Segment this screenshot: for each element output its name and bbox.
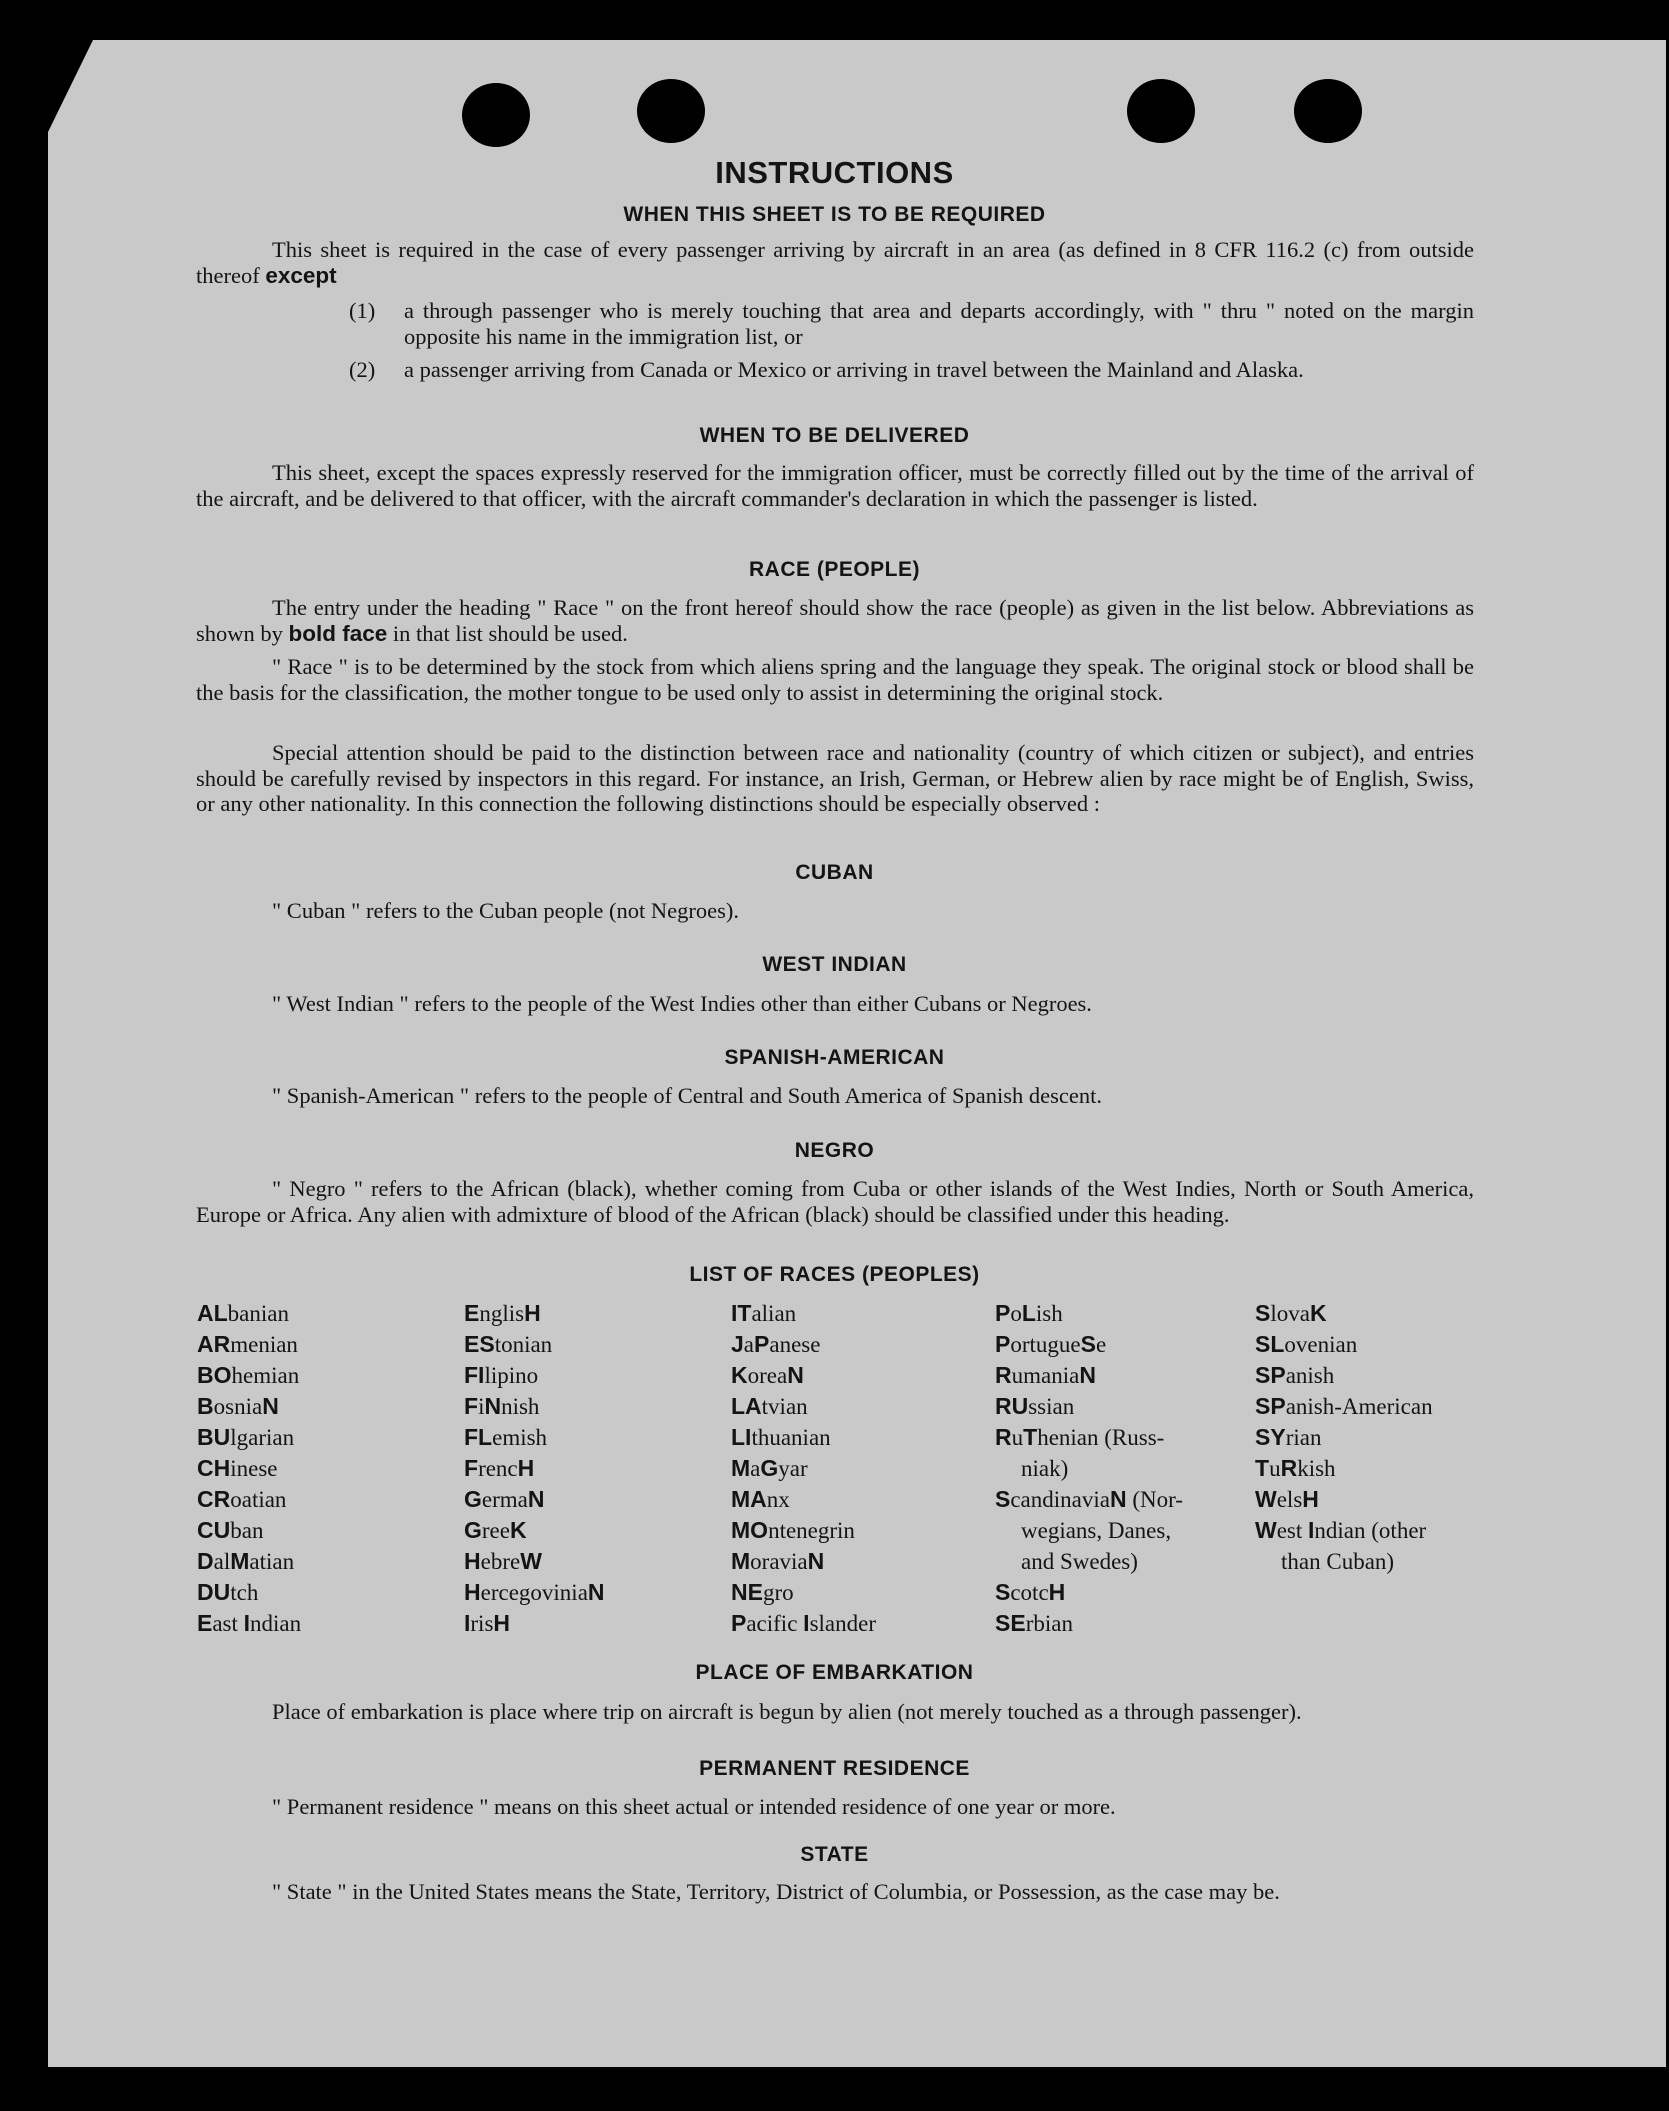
race-entry: [1255, 1453, 1336, 1484]
race-text: ish: [1035, 1301, 1063, 1326]
race-abbrev: R: [1280, 1455, 1298, 1481]
race-text: banian: [227, 1301, 289, 1326]
race-text: ovenian: [1284, 1332, 1358, 1357]
heading-embarkation: PLACE OF EMBARKATION: [695, 1661, 974, 1684]
race-abbrev: K: [509, 1517, 527, 1543]
race-abbrev: T: [1255, 1455, 1270, 1481]
race-entry: [731, 1608, 876, 1639]
item-text: a passenger arriving from Canada or Mexico or arriving in travel between the Mainland and Alaska.: [404, 357, 1304, 382]
race-entry: [197, 1391, 279, 1422]
heading-list-of-races: LIST OF RACES (PEOPLES): [689, 1263, 980, 1286]
race-abbrev: N: [587, 1579, 605, 1605]
race-text: i: [478, 1394, 485, 1419]
race-abbrev: SE: [995, 1610, 1026, 1636]
race-abbrev: G: [760, 1455, 779, 1481]
race-p1-bold: bold face: [288, 620, 388, 646]
race-abbrev: I: [243, 1610, 251, 1636]
race-text: alian: [751, 1301, 797, 1326]
race-entry: [995, 1577, 1065, 1608]
race-abbrev: M: [731, 1455, 751, 1481]
race-abbrev: SP: [1255, 1362, 1286, 1388]
race-entry: [995, 1391, 1074, 1422]
race-entry: [731, 1546, 824, 1577]
race-abbrev: K: [731, 1362, 748, 1388]
race-abbrev: H: [493, 1610, 511, 1636]
race-paragraph-1: [196, 595, 1474, 646]
race-abbrev: RU: [995, 1393, 1029, 1419]
race-entry: [731, 1360, 804, 1391]
race-abbrev: J: [731, 1331, 744, 1357]
race-entry: [995, 1422, 1164, 1484]
race-text: menian: [230, 1332, 298, 1357]
race-text: ntenegrin: [768, 1518, 855, 1543]
heading-spanish-american: SPANISH-AMERICAN: [724, 1046, 945, 1069]
race-entry: [1255, 1515, 1426, 1577]
race-text: lipino: [484, 1363, 539, 1388]
required-intro: [196, 237, 1474, 288]
race-abbrev: E: [464, 1300, 480, 1326]
race-text: u: [1011, 1425, 1024, 1450]
race-entry: [464, 1546, 542, 1577]
race-text: lgarian: [230, 1425, 295, 1450]
race-entry: [731, 1329, 820, 1360]
race-entry: [197, 1484, 286, 1515]
race-text: e: [1095, 1332, 1107, 1357]
race-abbrev: G: [464, 1517, 482, 1543]
heading-west-indian: WEST INDIAN: [762, 953, 907, 976]
race-text: oatian: [230, 1487, 287, 1512]
race-abbrev: SL: [1255, 1331, 1285, 1357]
heading-cuban: CUBAN: [795, 861, 874, 884]
race-abbrev: W: [1255, 1517, 1277, 1543]
race-entry: [731, 1422, 831, 1453]
race-abbrev: F: [464, 1393, 479, 1419]
race-entry: [197, 1577, 258, 1608]
race-abbrev: T: [1023, 1424, 1038, 1450]
race-entry: [197, 1298, 289, 1329]
race-text: ndian (other: [1314, 1518, 1427, 1543]
race-entry: [995, 1298, 1063, 1329]
race-entry: [1255, 1422, 1321, 1453]
negro-text: [196, 1176, 1474, 1227]
race-abbrev: H: [464, 1579, 481, 1605]
race-text: ndian: [250, 1611, 302, 1636]
race-text: henian (Russ-: [1037, 1425, 1165, 1450]
race-text: kish: [1297, 1456, 1336, 1481]
race-abbrev: MA: [731, 1486, 767, 1512]
item-number: (2): [349, 357, 376, 382]
race-text: rbian: [1025, 1611, 1073, 1636]
race-entry: [731, 1484, 790, 1515]
race-entry: [995, 1608, 1073, 1639]
race-text: tvian: [761, 1394, 808, 1419]
race-entry: [197, 1453, 278, 1484]
race-abbrev: P: [995, 1331, 1011, 1357]
race-paragraph-2: [196, 654, 1474, 705]
race-text: oravia: [750, 1549, 808, 1574]
race-abbrev: W: [520, 1548, 542, 1574]
negro-paragraph: " Negro " refers to the African (black), whether coming from Cuba or other islands of the West Indies, North or South America, Europe or Africa. Any alien with admixture of blood of the African (black) should be classified under this heading.: [196, 1176, 1474, 1227]
race-entry: [464, 1484, 544, 1515]
race-entry: [464, 1298, 541, 1329]
race-text: osnia: [213, 1394, 263, 1419]
race-paragraph-3: [196, 740, 1474, 817]
race-abbrev: F: [464, 1455, 479, 1481]
race-abbrev: G: [464, 1486, 482, 1512]
race-text: ast: [212, 1611, 244, 1636]
race-abbrev: N: [807, 1548, 825, 1574]
race-abbrev: S: [995, 1579, 1011, 1605]
embarkation-paragraph: Place of embarkation is place where trip on aircraft is begun by alien (not merely touched as a through passenger).: [272, 1699, 1302, 1724]
race-text: est: [1276, 1518, 1309, 1543]
race-text: renc: [478, 1456, 518, 1481]
race-abbrev: ES: [464, 1331, 495, 1357]
race-abbrev: M: [731, 1548, 751, 1574]
race-text: o: [1010, 1301, 1022, 1326]
race-abbrev: E: [197, 1610, 213, 1636]
race-entry: [464, 1360, 538, 1391]
race-entry: [197, 1515, 263, 1546]
required-intro-text: This sheet is required in the case of every passenger arriving by aircraft in an area (as defined in 8 CFR 116.2 (c) from outside thereof: [196, 237, 1474, 288]
race-text: nglis: [479, 1301, 525, 1326]
residence-text: [196, 1794, 1474, 1820]
race-entry: [731, 1391, 808, 1422]
race-p3: Special attention should be paid to the distinction between race and nationality (country of which citizen or subject), and entries should be carefully revised by inspectors in this regard. For instance, an Irish, German, or Hebrew alien by race might be of English, Swiss, or any other nationality. In this connection the following distinctions should be especially observed :: [196, 740, 1474, 816]
race-p1-b: in that list should be used.: [392, 620, 628, 646]
race-entry: [731, 1515, 855, 1546]
race-abbrev: H: [464, 1548, 481, 1574]
race-text: orea: [747, 1363, 788, 1388]
race-text: nish: [501, 1394, 540, 1419]
race-abbrev: K: [1309, 1300, 1327, 1326]
race-abbrev: MO: [731, 1517, 769, 1543]
heading-state: STATE: [800, 1843, 869, 1866]
race-abbrev: M: [230, 1548, 250, 1574]
race-abbrev: R: [995, 1362, 1012, 1388]
race-text: anish: [1285, 1363, 1335, 1388]
race-entry: [464, 1453, 534, 1484]
race-continuation: than Cuban): [1281, 1549, 1395, 1574]
race-entry: [995, 1360, 1096, 1391]
heading-race: RACE (PEOPLE): [748, 558, 920, 581]
race-abbrev: N: [484, 1393, 502, 1419]
race-abbrev: DU: [197, 1579, 231, 1605]
race-p2: " Race " is to be determined by the stock from which aliens spring and the language they speak. The original stock or blood shall be the basis for the classification, the mother tongue to be used only to assist in determining the original stock.: [196, 654, 1474, 705]
race-abbrev: LI: [731, 1424, 752, 1450]
race-text: inese: [230, 1456, 278, 1481]
race-text: tch: [230, 1580, 259, 1605]
race-abbrev: N: [1109, 1486, 1127, 1512]
race-abbrev: I: [803, 1610, 810, 1636]
race-text: u: [1269, 1456, 1281, 1481]
race-entry: [1255, 1329, 1357, 1360]
race-text: ortugue: [1010, 1332, 1081, 1357]
race-text: a: [743, 1332, 755, 1357]
heading-required: WHEN THIS SHEET IS TO BE REQUIRED: [623, 203, 1046, 226]
race-abbrev: N: [787, 1362, 804, 1388]
state-paragraph: " State " in the United States means the State, Territory, District of Columbia, or Possession, as the case may be.: [272, 1879, 1280, 1904]
race-entry: [464, 1329, 552, 1360]
race-text: els: [1276, 1487, 1303, 1512]
race-abbrev: SP: [1255, 1393, 1286, 1419]
race-entry: [197, 1360, 299, 1391]
race-abbrev: B: [197, 1393, 214, 1419]
race-entry: [464, 1515, 527, 1546]
race-abbrev: W: [1255, 1486, 1277, 1512]
delivered-text: [196, 460, 1474, 511]
race-abbrev: H: [524, 1300, 541, 1326]
race-entry: [731, 1577, 794, 1608]
race-abbrev: R: [995, 1424, 1012, 1450]
race-abbrev: P: [995, 1300, 1011, 1326]
race-text: anese: [769, 1332, 821, 1357]
race-abbrev: N: [1079, 1362, 1096, 1388]
race-text: hemian: [231, 1363, 300, 1388]
item-text: a through passenger who is merely touching that area and departs accordingly, with " thru " noted on the margin opposite his name in the immigration list, or: [404, 298, 1474, 349]
race-entry: [731, 1298, 796, 1329]
race-abbrev: BO: [197, 1362, 232, 1388]
race-abbrev: N: [262, 1393, 279, 1419]
race-abbrev: BU: [197, 1424, 231, 1450]
page-title: INSTRUCTIONS: [715, 155, 954, 190]
race-text: emish: [492, 1425, 548, 1450]
west-indian-text: [196, 991, 1474, 1017]
race-entry: [1255, 1360, 1334, 1391]
race-text: ercegovinia: [480, 1580, 588, 1605]
state-text: [196, 1879, 1474, 1905]
race-abbrev: LA: [731, 1393, 762, 1419]
item-number: (1): [349, 298, 376, 323]
race-entry: [995, 1329, 1106, 1360]
race-abbrev: SY: [1255, 1424, 1286, 1450]
race-entry: [197, 1329, 298, 1360]
race-text: cotc: [1010, 1580, 1049, 1605]
race-text: ree: [481, 1518, 510, 1543]
race-abbrev: H: [1048, 1579, 1066, 1605]
race-abbrev: D: [197, 1548, 214, 1574]
race-entry: [464, 1608, 510, 1639]
race-abbrev: NE: [731, 1579, 763, 1605]
race-continuation: niak): [1021, 1456, 1069, 1481]
race-abbrev: S: [1080, 1331, 1096, 1357]
cuban-paragraph: " Cuban " refers to the Cuban people (not Negroes).: [272, 898, 739, 923]
race-text: anish-American: [1285, 1394, 1433, 1419]
embarkation-text: [196, 1699, 1474, 1725]
race-abbrev: IT: [731, 1300, 752, 1326]
race-entry: [197, 1546, 294, 1577]
race-abbrev: S: [995, 1486, 1011, 1512]
race-text: rian: [1285, 1425, 1322, 1450]
race-text: al: [213, 1549, 231, 1574]
race-text: erma: [481, 1487, 528, 1512]
race-abbrev: CH: [197, 1455, 231, 1481]
race-abbrev: L: [1021, 1300, 1036, 1326]
cuban-text: [196, 898, 1474, 924]
race-text: acific: [746, 1611, 804, 1636]
race-entry: [464, 1391, 539, 1422]
race-entry: [1255, 1484, 1319, 1515]
spanish-american-paragraph: " Spanish-American " refers to the people of Central and South America of Spanish descent.: [272, 1083, 1103, 1108]
delivered-paragraph: This sheet, except the spaces expressly reserved for the immigration officer, must be correctly filled out by the time of the arrival of the aircraft, and be delivered to that officer, with the aircraft commander's declaration in which the passenger is listed.: [196, 460, 1474, 511]
race-text: ebre: [480, 1549, 521, 1574]
race-abbrev: FI: [464, 1362, 485, 1388]
race-text: (Nor-: [1126, 1487, 1183, 1512]
required-intro-except: except: [265, 262, 337, 288]
race-entry: [197, 1422, 294, 1453]
heading-delivered: WHEN TO BE DELIVERED: [699, 424, 970, 447]
race-abbrev: AR: [197, 1331, 231, 1357]
race-entry: [464, 1422, 547, 1453]
race-abbrev: CU: [197, 1517, 231, 1543]
heading-negro: NEGRO: [794, 1139, 875, 1162]
race-text: ssian: [1028, 1394, 1075, 1419]
race-text: atian: [249, 1549, 295, 1574]
race-continuation: and Swedes): [1021, 1549, 1138, 1574]
spanish-american-text: [196, 1083, 1474, 1109]
race-text: tonian: [494, 1332, 553, 1357]
race-text: nx: [766, 1487, 790, 1512]
race-abbrev: P: [731, 1610, 747, 1636]
race-abbrev: FL: [464, 1424, 493, 1450]
west-indian-paragraph: " West Indian " refers to the people of the West Indies other than either Cubans or Negroes.: [272, 991, 1092, 1016]
race-entry: [995, 1484, 1183, 1577]
race-abbrev: H: [1302, 1486, 1319, 1512]
race-entry: [1255, 1391, 1433, 1422]
race-text: a: [750, 1456, 761, 1481]
race-entry: [1255, 1298, 1327, 1329]
race-abbrev: P: [754, 1331, 770, 1357]
race-text: ban: [230, 1518, 264, 1543]
race-text: yar: [778, 1456, 808, 1481]
heading-residence: PERMANENT RESIDENCE: [699, 1757, 970, 1780]
race-text: candinavia: [1010, 1487, 1110, 1512]
race-continuation: wegians, Danes,: [1021, 1518, 1172, 1543]
residence-paragraph: " Permanent residence " means on this sheet actual or intended residence of one year or more.: [272, 1794, 1116, 1819]
race-abbrev: S: [1255, 1300, 1271, 1326]
race-abbrev: I: [1308, 1517, 1315, 1543]
race-text: umania: [1011, 1363, 1080, 1388]
race-abbrev: H: [517, 1455, 535, 1481]
race-text: slander: [809, 1611, 876, 1636]
race-abbrev: N: [527, 1486, 545, 1512]
race-text: ris: [470, 1611, 494, 1636]
race-text: gro: [762, 1580, 794, 1605]
race-entry: [731, 1453, 808, 1484]
race-abbrev: AL: [197, 1300, 228, 1326]
race-entry: [197, 1608, 301, 1639]
race-entry: [464, 1577, 605, 1608]
race-abbrev: I: [464, 1610, 471, 1636]
race-text: lova: [1270, 1301, 1310, 1326]
race-p1-a: The entry under the heading " Race " on the front hereof should show the race (people) as given in the list below. Abbreviations as shown by: [196, 595, 1474, 646]
race-text: thuanian: [751, 1425, 831, 1450]
race-abbrev: CR: [197, 1486, 231, 1512]
